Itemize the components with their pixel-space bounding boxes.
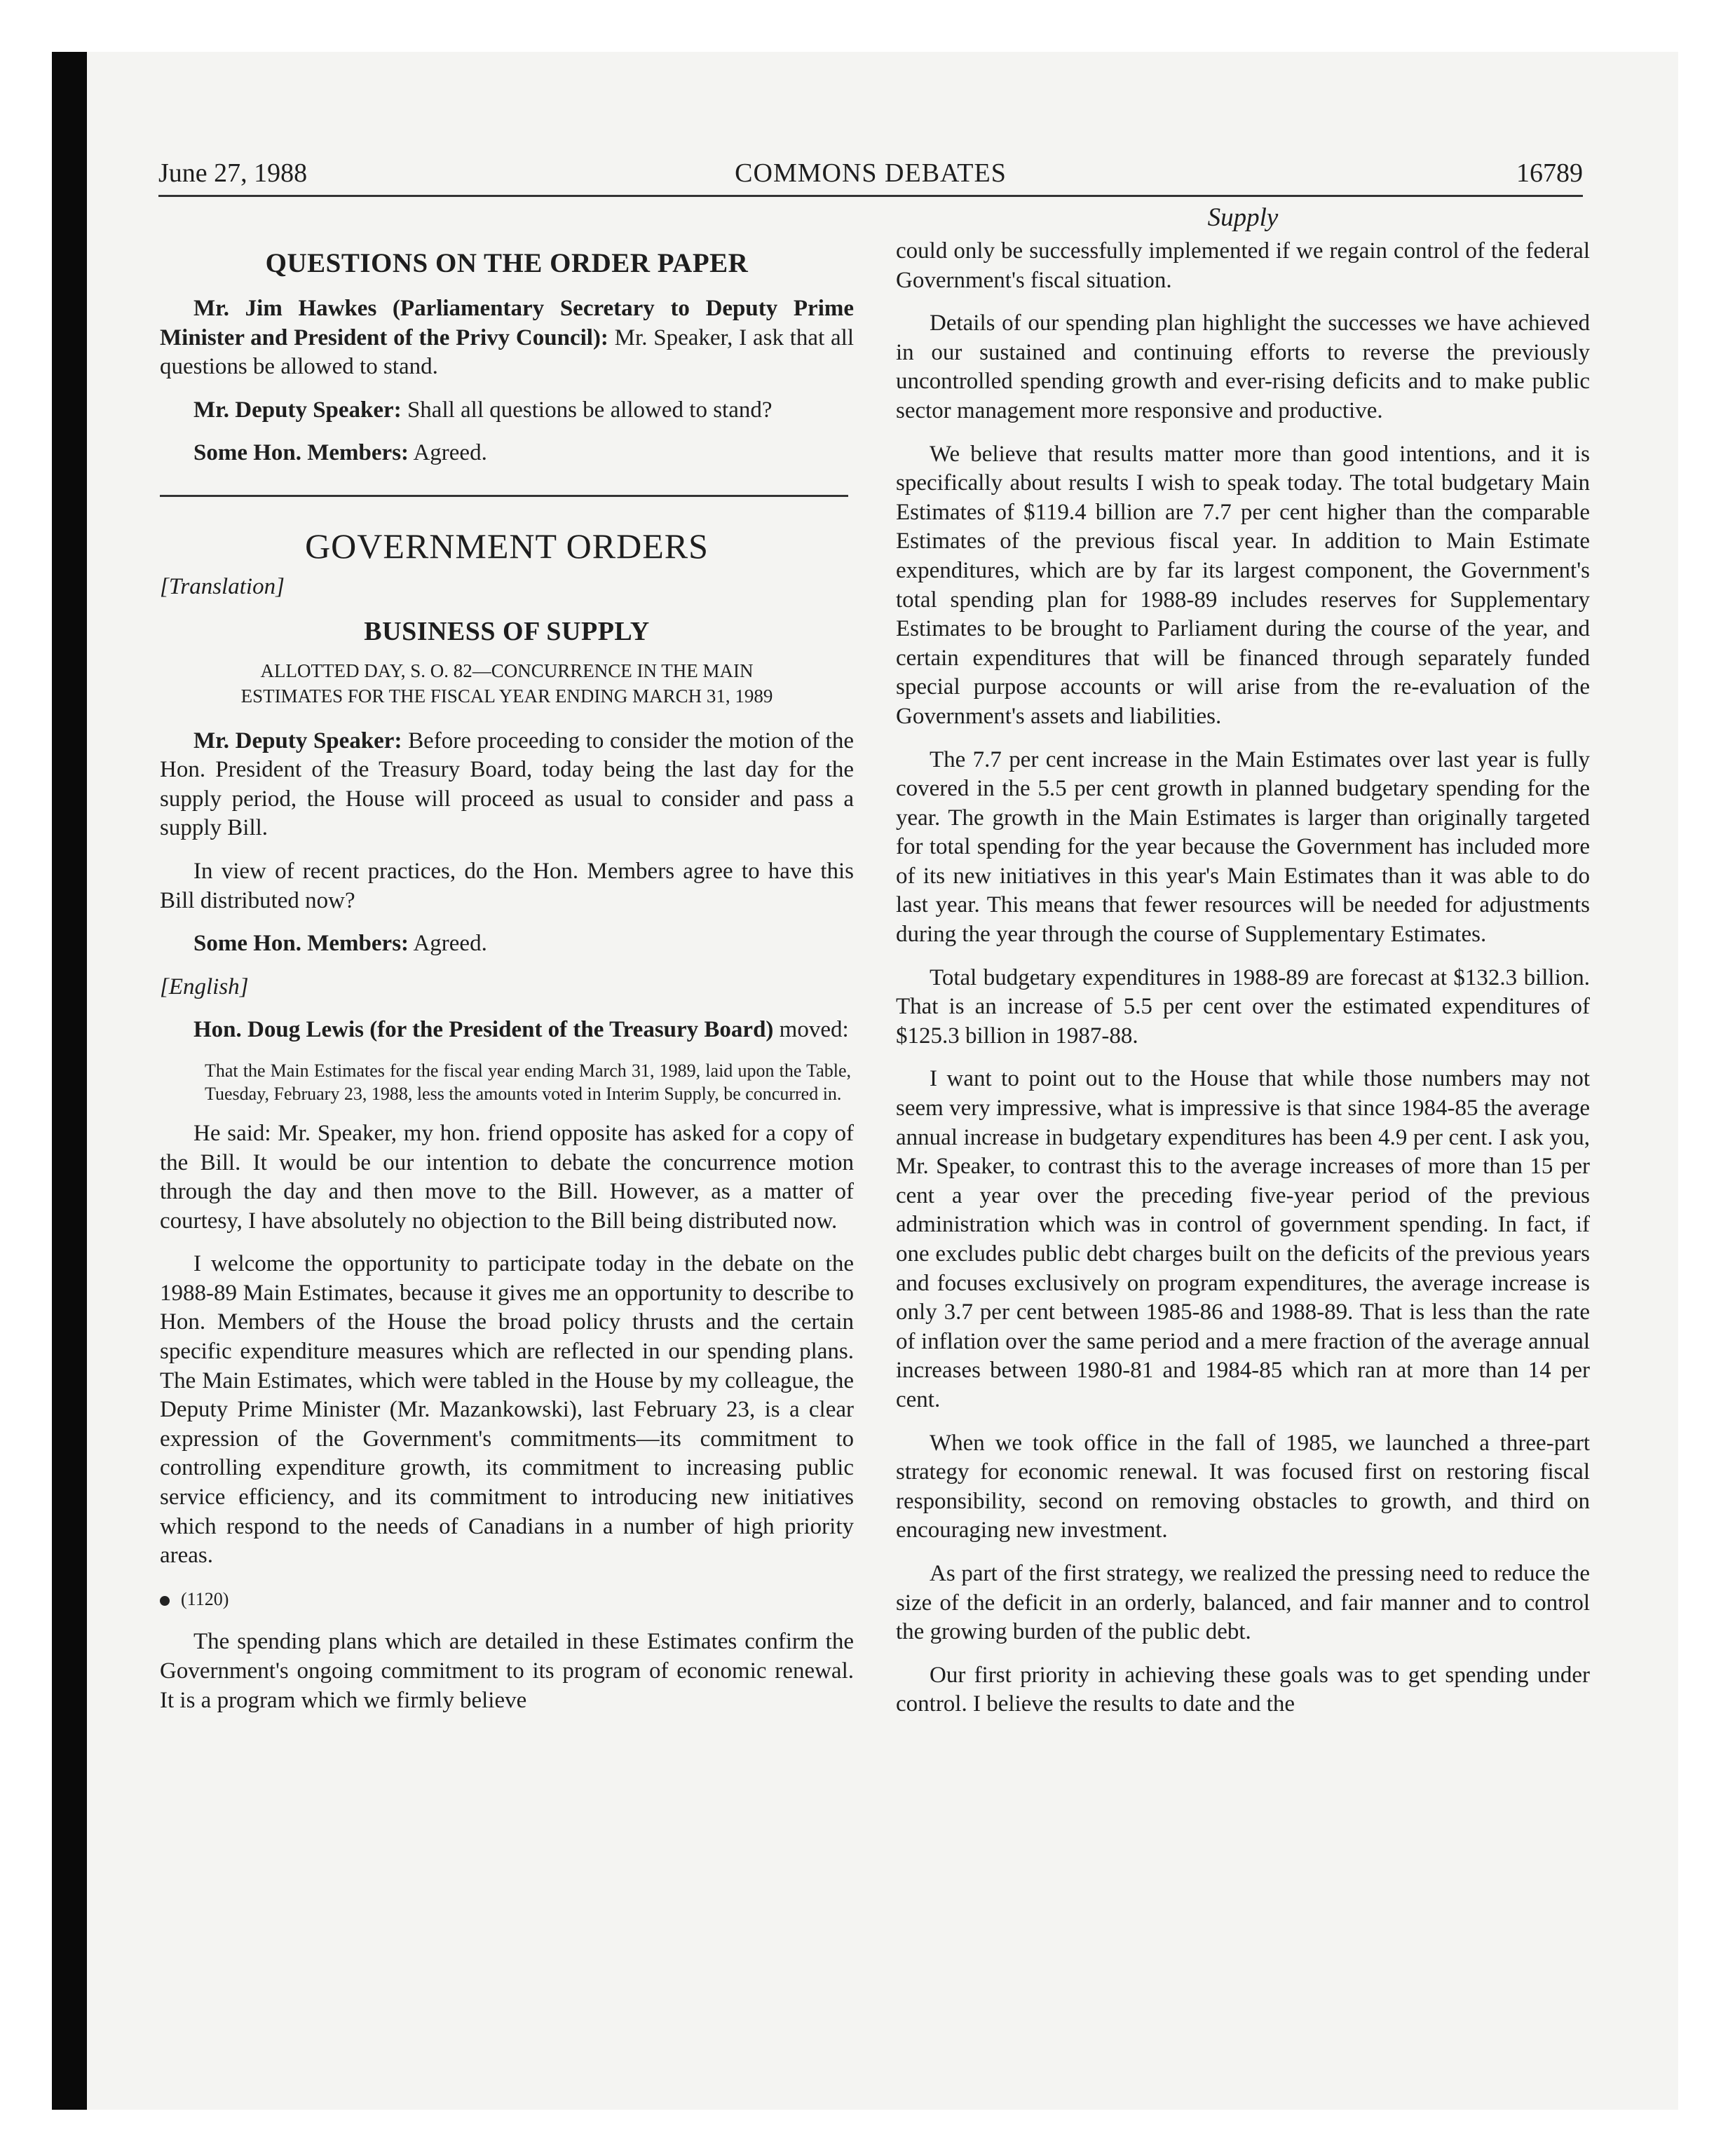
paragraph-first-strategy: As part of the first strategy, we realized the pressing need to reduce the size of the deficit in an orderly, balanced, and fair manner and to control the growing burden of the public debt. [896, 1560, 1590, 1645]
paragraph-results-matter: We believe that results matter more than good intentions, and it is specifically about results I wish to speak today. The total budgetary Main Estimates of $119.4 billion are 7.7 per cent higher than the comparable Estimates of the previous fiscal year. In addition to Main Estimate expenditures, which are by far its largest component, the Government's total spending plan for 1988-89 includes reserves for Supplementary Estimates to be brought to Parliament during the course of the year, and certain expenditures that will be financed through separately funded special purpose accounts or will arise from the re-evaluation of the Government's assets and liabilities. [896, 441, 1590, 729]
business-of-supply-heading: BUSINESS OF SUPPLY [364, 616, 650, 646]
speaker-name: Mr. Jim Hawkes (Parliamentary Secretary to Deputy Prime Minister and President of the Privy Council): [160, 296, 854, 350]
allotted-day-line-2: ESTIMATES FOR THE FISCAL YEAR ENDING MARCH 31, 1989 [240, 685, 773, 707]
paragraph-he-said: He said: Mr. Speaker, my hon. friend opposite has asked for a copy of the Bill. It would be our intention to debate the concurrence motion through the day and then move to the Bill. However, as a matter of courtesy, I have absolutely no objection to the Bill being distributed now. [160, 1120, 854, 1234]
scan-binding-edge [52, 52, 87, 2110]
right-column [896, 203, 1590, 1719]
speech-text: Agreed. [409, 440, 487, 466]
paragraph-distribution-question: In view of recent practices, do the Hon. Members agree to have this Bill distributed now? [160, 858, 854, 913]
speech-text: Agreed. [409, 931, 487, 957]
paragraph-members-agreed-1 [160, 439, 854, 468]
paragraph-average-increase: I want to point out to the House that while those numbers may not seem very impressive, what is impressive is that since 1984-85 the average annual increase in budgetary expenditures has been 4.9 per cent. I ask you, Mr. Speaker, to contrast this to the average increases of more than 15 per cent a year over the preceding five-year period of the previous administration which was in control of government spending. In fact, if one excludes public debt charges built on the deficits of the previous years and focuses exclusively on program expenditures, the average increase is only 3.7 per cent between 1985-86 and 1988-89. That is less than the rate of inflation over the same period and a mere fraction of the average annual increases between 1980-81 and 1984-85 which ran at more than 14 per cent. [896, 1066, 1590, 1412]
paragraph-total-expenditures: Total budgetary expenditures in 1988-89 are forecast at $132.3 billion. That is an increase of 5.5 per cent over the estimated expenditures of $125.3 billion in 1987-88. [896, 964, 1590, 1049]
header-page-number: 16789 [1516, 158, 1583, 188]
paragraph-deputy-speaker-1 [160, 396, 854, 425]
speech-text: Mr. Speaker, I ask that all questions be allowed to stand. [160, 325, 854, 380]
speaker-name: Some Hon. Members: [193, 931, 409, 957]
speaker-name: Hon. Doug Lewis (for the President of the Treasury Board) [193, 1017, 774, 1043]
paragraph-continued: could only be successfully implemented if we regain control of the federal Government's fiscal situation. [896, 238, 1590, 293]
paragraph-spending-plan-details: Details of our spending plan highlight the successes we have achieved in our sustained and continuing efforts to reverse the previously uncontrolled spending growth and ever-rising deficits and to make public sector management more responsive and productive. [896, 311, 1590, 423]
translation-label: Translation [168, 573, 276, 599]
speech-text: Before proceeding to consider the motion of the Hon. President of the Treasury Board, today being the last day for the supply period, the House will proceed as usual to consider and pass a supply Bill. [160, 728, 854, 841]
section-divider [160, 495, 848, 497]
translation-tag: [Translation] [160, 573, 285, 599]
english-tag: [English] [160, 974, 249, 999]
questions-heading: QUESTIONS ON THE ORDER PAPER [265, 248, 749, 278]
paragraph-deputy-speaker-2 [160, 727, 854, 843]
speech-text: Shall all questions be allowed to stand? [401, 397, 773, 423]
header-date: June 27, 1988 [158, 158, 308, 188]
paragraph-first-priority: Our first priority in achieving these goals was to get spending under control. I believe the results to date and the [896, 1662, 1590, 1717]
allotted-day-line-1: ALLOTTED DAY, S. O. 82—CONCURRENCE IN THE MAIN [260, 660, 754, 681]
left-column [160, 203, 854, 1715]
government-orders-heading: GOVERNMENT ORDERS [305, 526, 709, 566]
time-marker [160, 1585, 854, 1614]
motion-text: That the Main Estimates for the fiscal year ending March 31, 1989, laid upon the Table, Tuesday, February 23, 1988, less the amounts voted in Interim Supply, be concurred in. [205, 1060, 851, 1104]
paragraph-spending-plans: The spending plans which are detailed in these Estimates confirm the Government's ongoing commitment to its program of economic renewal. It is a program which we firmly believe [160, 1629, 854, 1713]
speaker-name: Mr. Deputy Speaker: [193, 397, 402, 423]
running-head: Supply [1207, 203, 1279, 232]
header-title: COMMONS DEBATES [735, 158, 1007, 188]
paragraph-lewis-moved [160, 1016, 854, 1045]
paragraph-welcome: I welcome the opportunity to participate today in the debate on the 1988-89 Main Estimates, because it gives me an opportunity to describe to Hon. Members of the House the broad policy thrusts and the certain specific expenditure measures which are reflected in our spending plans. The Main Estimates, which were tabled in the House by my colleague, the Deputy Prime Minister (Mr. Mazankowski), last February 23, is a clear expression of the Government's commitments—its commitment to controlling expenditure growth, its commitment to increasing public service efficiency, and its commitment to introducing new initiatives which respond to the needs of Canadians in a number of high priority areas. [160, 1251, 854, 1569]
speech-text: moved: [773, 1017, 849, 1043]
paragraph-members-agreed-2 [160, 929, 854, 959]
paragraph-three-part-strategy: When we took office in the fall of 1985, we launched a three-part strategy for economic renewal. It was focused first on restoring fiscal responsibility, second on removing obstacles to growth, and third on encouraging new investment. [896, 1430, 1590, 1543]
spacer [160, 203, 854, 247]
paragraph-hawkes [160, 294, 854, 382]
time-marker-text: (1120) [181, 1588, 229, 1609]
bullet-icon [160, 1596, 170, 1606]
english-label: English [168, 974, 240, 999]
paragraph-increase-covered: The 7.7 per cent increase in the Main Estimates over last year is fully covered in the 5.5 per cent growth in planned budgetary spending for the year. The growth in the Main Estimates is larger than originally targeted for total spending for the year because the Government has included more of its new initiatives in this year's Main Estimates than it was able to do last year. This means that fewer resources will be needed for adjustments during the year through the course of Supplementary Estimates. [896, 746, 1590, 948]
speaker-name: Some Hon. Members: [193, 440, 409, 466]
page-header [158, 156, 1583, 197]
speaker-name: Mr. Deputy Speaker: [193, 728, 402, 753]
